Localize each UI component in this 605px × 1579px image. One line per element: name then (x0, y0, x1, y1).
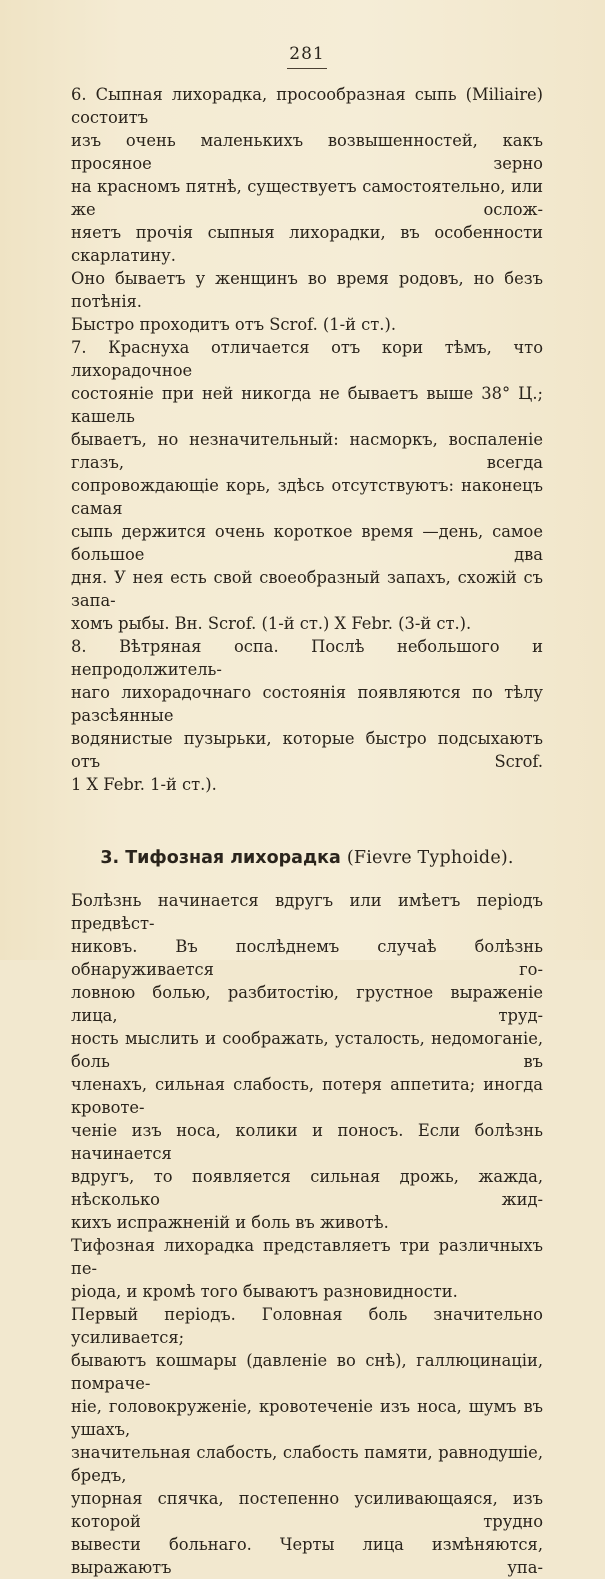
text-line: упорная спячка, постепенно усиливающаяся, изъ которой трудно (71, 1489, 543, 1531)
text-line: Тифозная лихорадка представляетъ три различныхъ пе- (71, 1236, 543, 1278)
text-line: сопровождающіе корь, здѣсь отсутствуютъ: наконецъ самая (71, 476, 543, 518)
text-line: водянистые пузырьки, которые быстро подсыхаютъ отъ Scrof. (71, 729, 543, 771)
text-line: на красномъ пятнѣ, существуетъ самостоятельно, или же ослож- (71, 177, 543, 219)
text-line: 6. Сыпная лихорадка, просообразная сыпь (Miliaire) состоитъ (71, 85, 543, 127)
text-line: бываютъ кошмары (давленіе во снѣ), галлюцинаціи, помраче- (71, 1351, 543, 1393)
page-number: 281 (289, 44, 325, 64)
text-line: ность мыслить и соображать, усталость, недомоганіе, боль въ (71, 1029, 543, 1071)
text-line: значительная слабость, слабость памяти, равнодушіе, бредъ, (71, 1443, 543, 1485)
text-line: сыпь держится очень короткое время —день, самое большое два (71, 522, 543, 564)
text-line: няетъ прочія сыпныя лихорадки, въ особенности скарлатину. (71, 223, 543, 265)
text-line: ніе, головокруженіе, кровотеченіе изъ носа, шумъ въ ушахъ, (71, 1397, 543, 1439)
text-line: 1 X Febr. 1-й ст.). (71, 775, 217, 794)
text-line: ріода, и кромѣ того бываютъ разновидности. (71, 1282, 458, 1301)
section-heading-french: (Fievre Typhoide). (346, 848, 514, 868)
page-number-rule (287, 68, 327, 69)
text-line: изъ очень маленькихъ возвышенностей, какъ просяное зерно (71, 131, 543, 173)
section-heading (71, 846, 543, 870)
text-line: Первый періодъ. Головная боль значительно усиливается; (71, 1305, 543, 1347)
text-line: Оно бываетъ у женщинъ во время родовъ, но безъ потѣнія. (71, 269, 543, 311)
text-line: хомъ рыбы. Вн. Scrof. (1-й ст.) X Febr. (3-й ст.). (71, 614, 472, 633)
text-line: ченіе изъ носа, колики и поносъ. Если болѣзнь начинается (71, 1121, 543, 1163)
text-line: дня. У нея есть свой своеобразный запахъ, схожій съ запа- (71, 568, 543, 610)
bottom-text-block (71, 889, 543, 1579)
text-line: бываетъ, но незначительный: насморкъ, воспаленіе глазъ, всегда (71, 430, 543, 472)
section-heading-title: 3. Тифозная лихорадка (100, 848, 341, 868)
text-line: вывести больнаго. Черты лица измѣняются, выражаютъ упа- (71, 1535, 543, 1577)
text-line: Болѣзнь начинается вдругъ или имѣетъ періодъ предвѣст- (71, 891, 543, 933)
top-text-block (71, 83, 543, 796)
text-line: наго лихорадочнаго состоянія появляются по тѣлу разсѣянные (71, 683, 543, 725)
text-line: 7. Краснуха отличается отъ кори тѣмъ, что лихорадочное (71, 338, 543, 380)
text-line: 8. Вѣтряная оспа. Послѣ небольшого и непродолжитель- (71, 637, 543, 679)
text-line: членахъ, сильная слабость, потеря аппетита; иногда кровоте- (71, 1075, 543, 1117)
text-line: вдругъ, то появляется сильная дрожь, жажда, нѣсколько жид- (71, 1167, 543, 1209)
text-line: кихъ испражненій и боль въ животѣ. (71, 1213, 389, 1232)
text-line: Быстро проходитъ отъ Scrof. (1-й ст.). (71, 315, 396, 334)
text-line: никовъ. Въ послѣднемъ случаѣ болѣзнь обнаруживается го- (71, 937, 543, 979)
text-line: состояніе при ней никогда не бываетъ выше 38° Ц.; кашель (71, 384, 543, 426)
text-line: ловною болью, разбитостію, грустное выраженіе лица, труд- (71, 983, 543, 1025)
